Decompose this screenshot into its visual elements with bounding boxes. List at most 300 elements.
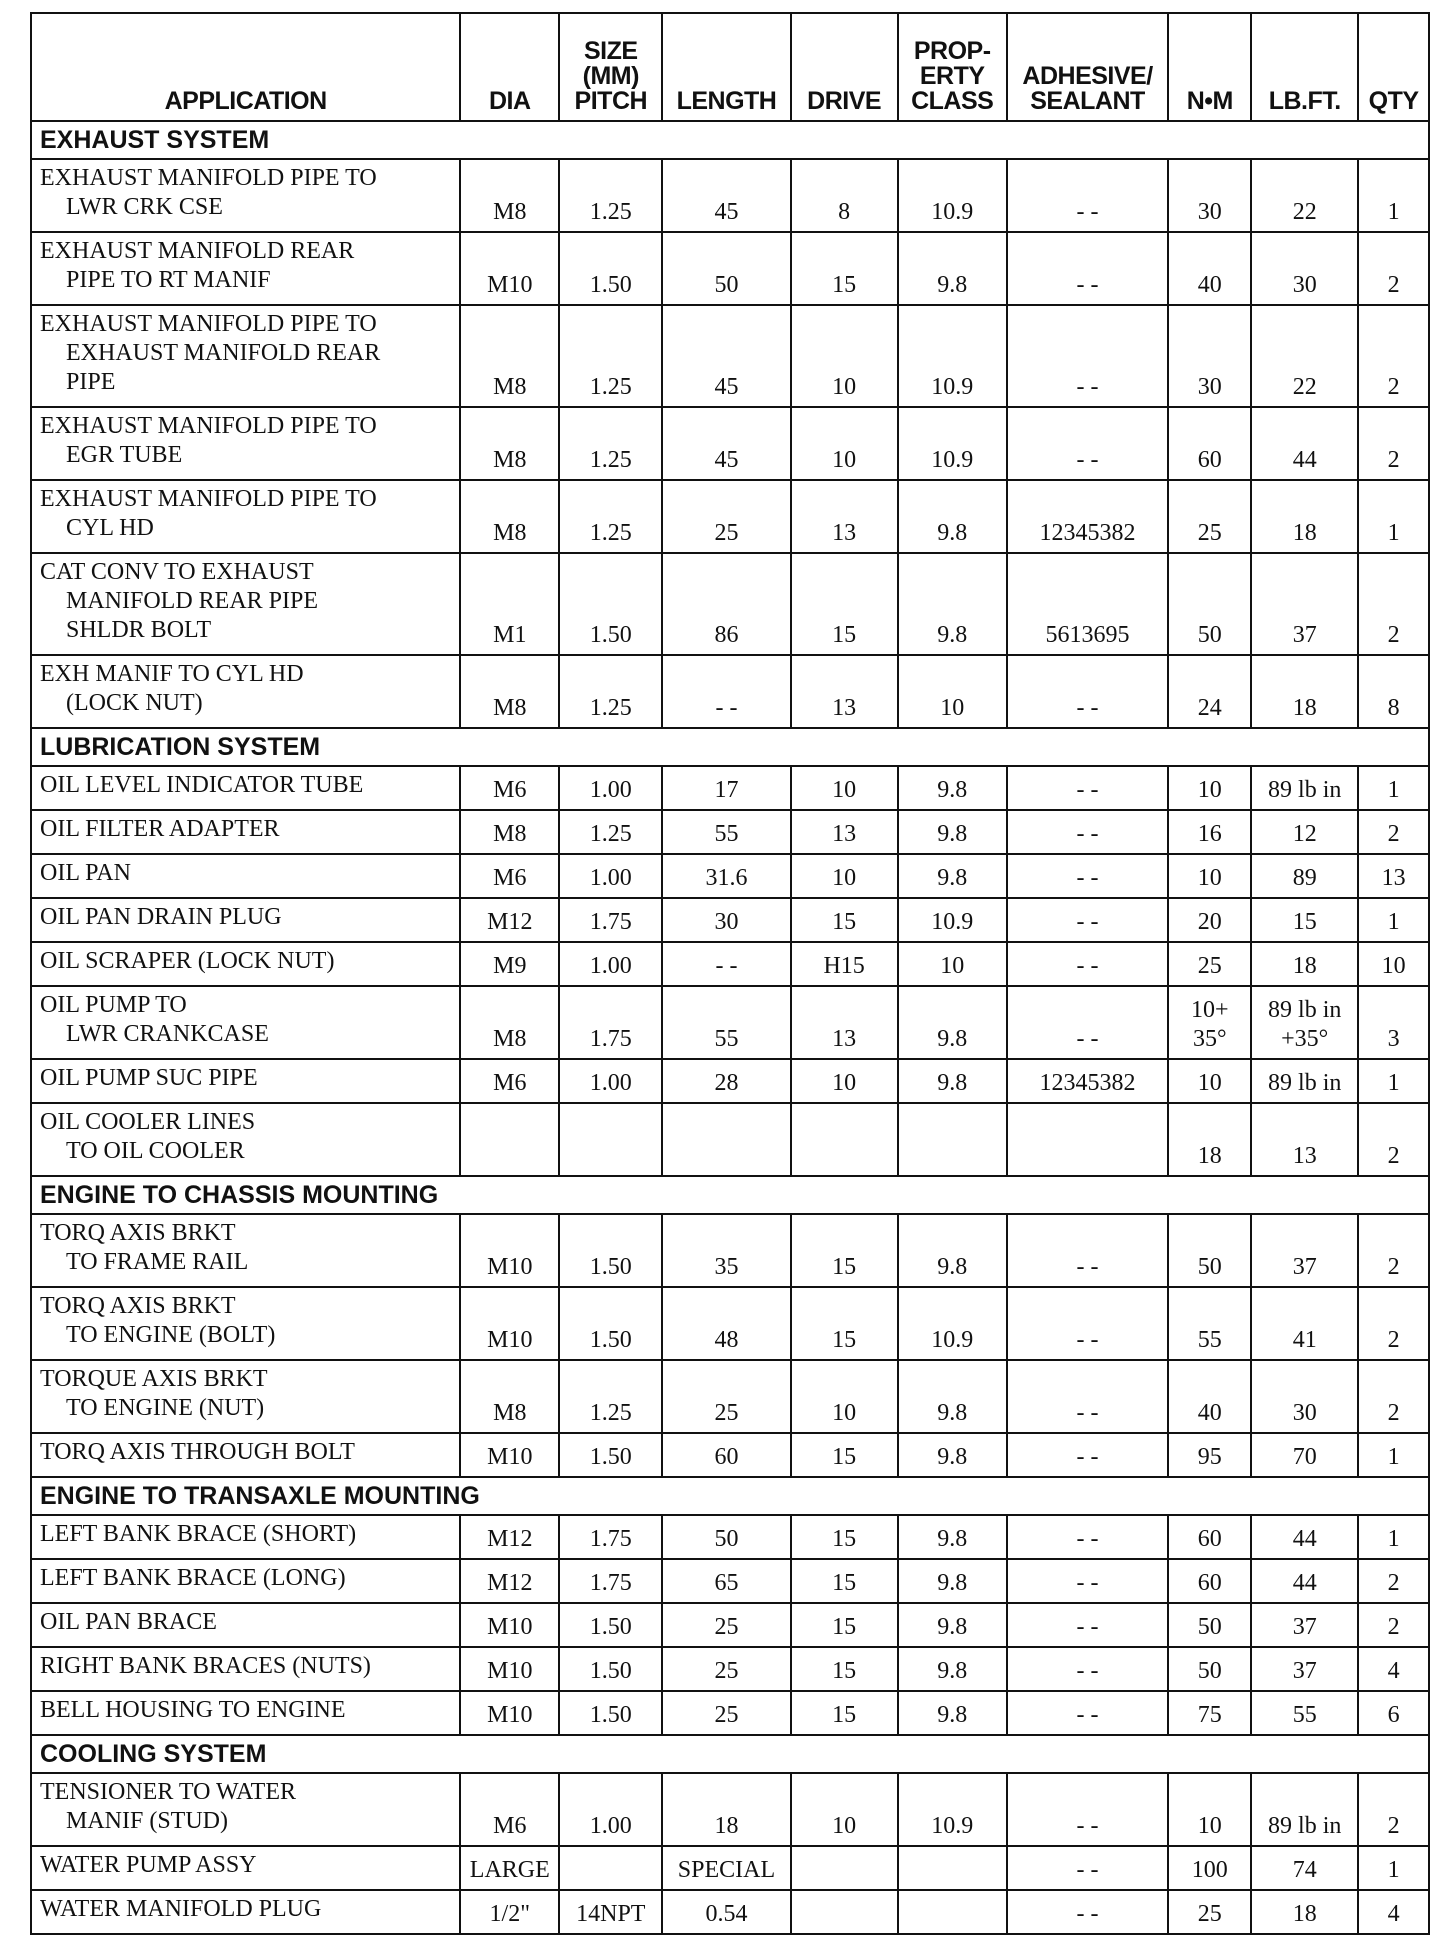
drive-cell: 13	[791, 986, 898, 1059]
pitch-cell: 1.50	[559, 1433, 662, 1477]
property-class-cell: 10.9	[898, 305, 1007, 407]
pitch-cell: 1.00	[559, 854, 662, 898]
nm-cell: 40	[1168, 232, 1251, 305]
property-class-cell: 9.8	[898, 766, 1007, 810]
table-row	[31, 159, 1429, 232]
lbft-cell: 44	[1251, 407, 1358, 480]
nm-cell-line: 35°	[1192, 1026, 1227, 1052]
dia-cell: 1/2"	[460, 1890, 559, 1934]
table-row	[31, 1214, 1429, 1287]
lbft-cell: 89 lb in	[1251, 1059, 1358, 1103]
dia-cell: M8	[460, 655, 559, 728]
table-row	[31, 766, 1429, 810]
property-class-cell: 9.8	[898, 1515, 1007, 1559]
application-cell	[31, 810, 460, 854]
pitch-cell: 1.00	[559, 1773, 662, 1846]
property-class-cell: 9.8	[898, 1647, 1007, 1691]
adhesive-cell: - -	[1007, 305, 1169, 407]
length-cell: 50	[662, 1515, 790, 1559]
pitch-cell: 1.50	[559, 553, 662, 655]
application-line: LWR CRANKCASE	[66, 1021, 269, 1047]
drive-cell: 15	[791, 1691, 898, 1735]
application-line: TO FRAME RAIL	[66, 1249, 249, 1275]
length-cell: 45	[662, 159, 790, 232]
section-row	[31, 121, 1429, 159]
qty-cell: 1	[1358, 1846, 1429, 1890]
pitch-cell	[559, 1103, 662, 1176]
table-row	[31, 1603, 1429, 1647]
drive-cell: 15	[791, 1647, 898, 1691]
qty-cell: 1	[1358, 480, 1429, 553]
nm-cell: 50	[1168, 1603, 1251, 1647]
qty-cell: 1	[1358, 159, 1429, 232]
adhesive-cell: - -	[1007, 1214, 1169, 1287]
lbft-cell	[1251, 986, 1358, 1059]
dia-cell: M8	[460, 810, 559, 854]
qty-cell: 2	[1358, 553, 1429, 655]
drive-cell: 15	[791, 1214, 898, 1287]
application-line: TENSIONER TO WATER	[40, 1779, 297, 1805]
qty-cell: 4	[1358, 1890, 1429, 1934]
header-size-line: SIZE	[584, 37, 638, 65]
nm-cell: 50	[1168, 1214, 1251, 1287]
lbft-cell: 15	[1251, 898, 1358, 942]
length-cell: 55	[662, 986, 790, 1059]
property-class-cell: 9.8	[898, 1691, 1007, 1735]
pitch-cell: 1.50	[559, 1647, 662, 1691]
section-title: EXHAUST SYSTEM	[31, 121, 1429, 159]
application-line: EXHAUST MANIFOLD PIPE TO	[40, 311, 377, 337]
application-line: TO ENGINE (BOLT)	[66, 1322, 276, 1348]
lbft-cell: 89	[1251, 854, 1358, 898]
pitch-cell: 1.25	[559, 655, 662, 728]
property-class-cell: 9.8	[898, 810, 1007, 854]
adhesive-cell: 5613695	[1007, 553, 1169, 655]
application-line: (LOCK NUT)	[66, 690, 203, 716]
drive-cell: 10	[791, 766, 898, 810]
property-class-cell: 9.8	[898, 553, 1007, 655]
property-class-cell: 10.9	[898, 1287, 1007, 1360]
adhesive-cell: - -	[1007, 1603, 1169, 1647]
application-line: TORQUE AXIS BRKT	[40, 1366, 268, 1392]
table-row	[31, 854, 1429, 898]
adhesive-cell: - -	[1007, 986, 1169, 1059]
dia-cell: M10	[460, 1691, 559, 1735]
pitch-cell: 1.75	[559, 1515, 662, 1559]
application-line: OIL PAN	[40, 860, 131, 886]
header-row	[31, 13, 1429, 121]
drive-cell: H15	[791, 942, 898, 986]
adhesive-cell: - -	[1007, 655, 1169, 728]
table-row	[31, 1103, 1429, 1176]
table-row	[31, 305, 1429, 407]
length-cell	[662, 1103, 790, 1176]
nm-cell-line: 10+	[1190, 997, 1229, 1023]
header-property-line: ERTY	[919, 62, 985, 90]
qty-cell: 2	[1358, 1103, 1429, 1176]
length-cell: 25	[662, 1691, 790, 1735]
nm-cell: 60	[1168, 1515, 1251, 1559]
application-cell	[31, 854, 460, 898]
property-class-cell	[898, 1103, 1007, 1176]
nm-cell: 100	[1168, 1846, 1251, 1890]
section-title: LUBRICATION SYSTEM	[31, 728, 1429, 766]
header-nm: N•M	[1168, 13, 1251, 121]
property-class-cell	[898, 1890, 1007, 1934]
header-adhesive-sealant	[1007, 13, 1169, 121]
length-cell: SPECIAL	[662, 1846, 790, 1890]
dia-cell	[460, 1103, 559, 1176]
application-line: LEFT BANK BRACE (LONG)	[40, 1565, 346, 1591]
header-size-line: PITCH	[574, 87, 648, 115]
adhesive-cell: - -	[1007, 1773, 1169, 1846]
property-class-cell: 10.9	[898, 407, 1007, 480]
lbft-cell: 37	[1251, 553, 1358, 655]
length-cell: 65	[662, 1559, 790, 1603]
nm-cell: 25	[1168, 480, 1251, 553]
header-dia: DIA	[460, 13, 559, 121]
property-class-cell: 10.9	[898, 159, 1007, 232]
dia-cell: M6	[460, 766, 559, 810]
pitch-cell: 14NPT	[559, 1890, 662, 1934]
lbft-cell: 22	[1251, 305, 1358, 407]
drive-cell: 13	[791, 655, 898, 728]
drive-cell: 15	[791, 1603, 898, 1647]
adhesive-cell: 12345382	[1007, 1059, 1169, 1103]
application-cell	[31, 1691, 460, 1735]
application-cell	[31, 407, 460, 480]
property-class-cell: 9.8	[898, 1059, 1007, 1103]
dia-cell: M8	[460, 480, 559, 553]
length-cell: 17	[662, 766, 790, 810]
application-line: OIL FILTER ADAPTER	[40, 816, 280, 842]
nm-cell: 40	[1168, 1360, 1251, 1433]
nm-cell: 60	[1168, 407, 1251, 480]
lbft-cell: 41	[1251, 1287, 1358, 1360]
table-row	[31, 1691, 1429, 1735]
length-cell: 25	[662, 1647, 790, 1691]
application-cell	[31, 232, 460, 305]
pitch-cell: 1.50	[559, 1214, 662, 1287]
pitch-cell: 1.00	[559, 942, 662, 986]
nm-cell: 10	[1168, 854, 1251, 898]
pitch-cell: 1.75	[559, 898, 662, 942]
section-row	[31, 1477, 1429, 1515]
application-cell	[31, 986, 460, 1059]
application-line: WATER MANIFOLD PLUG	[40, 1896, 322, 1922]
application-line: EXHAUST MANIFOLD REAR	[66, 340, 381, 366]
qty-cell: 2	[1358, 810, 1429, 854]
header-adhesive-line: SEALANT	[1030, 87, 1145, 115]
adhesive-cell: - -	[1007, 810, 1169, 854]
qty-cell: 2	[1358, 1559, 1429, 1603]
header-size-line: (MM)	[582, 62, 639, 90]
application-line: OIL PAN DRAIN PLUG	[40, 904, 282, 930]
application-cell	[31, 1603, 460, 1647]
length-cell: 25	[662, 480, 790, 553]
nm-cell: 30	[1168, 159, 1251, 232]
table-row	[31, 1890, 1429, 1934]
adhesive-cell: - -	[1007, 1691, 1169, 1735]
nm-cell: 30	[1168, 305, 1251, 407]
length-cell: 45	[662, 407, 790, 480]
table-row	[31, 655, 1429, 728]
lbft-cell: 44	[1251, 1559, 1358, 1603]
lbft-cell: 70	[1251, 1433, 1358, 1477]
property-class-cell: 9.8	[898, 232, 1007, 305]
drive-cell: 15	[791, 553, 898, 655]
adhesive-cell: - -	[1007, 407, 1169, 480]
dia-cell: M6	[460, 1059, 559, 1103]
length-cell: - -	[662, 655, 790, 728]
dia-cell: M6	[460, 854, 559, 898]
pitch-cell: 1.25	[559, 305, 662, 407]
nm-cell: 50	[1168, 1647, 1251, 1691]
adhesive-cell: 12345382	[1007, 480, 1169, 553]
pitch-cell	[559, 1846, 662, 1890]
adhesive-cell: - -	[1007, 1647, 1169, 1691]
length-cell: 25	[662, 1603, 790, 1647]
nm-cell: 55	[1168, 1287, 1251, 1360]
application-cell	[31, 1103, 460, 1176]
length-cell: 86	[662, 553, 790, 655]
table-row	[31, 942, 1429, 986]
application-line: EXHAUST MANIFOLD PIPE TO	[40, 165, 377, 191]
drive-cell: 15	[791, 1559, 898, 1603]
table-row	[31, 232, 1429, 305]
drive-cell	[791, 1846, 898, 1890]
property-class-cell: 9.8	[898, 480, 1007, 553]
table-row	[31, 898, 1429, 942]
application-line: CYL HD	[66, 515, 154, 541]
table-row	[31, 1360, 1429, 1433]
application-cell	[31, 1846, 460, 1890]
application-cell	[31, 1287, 460, 1360]
property-class-cell: 9.8	[898, 1559, 1007, 1603]
length-cell: 45	[662, 305, 790, 407]
qty-cell: 1	[1358, 1433, 1429, 1477]
lbft-cell: 30	[1251, 1360, 1358, 1433]
header-property-line: PROP-	[913, 37, 991, 65]
dia-cell: M8	[460, 986, 559, 1059]
pitch-cell: 1.25	[559, 480, 662, 553]
table-row	[31, 553, 1429, 655]
adhesive-cell: - -	[1007, 232, 1169, 305]
property-class-cell: 10	[898, 942, 1007, 986]
table-row	[31, 810, 1429, 854]
drive-cell: 15	[791, 232, 898, 305]
adhesive-cell: - -	[1007, 1846, 1169, 1890]
application-line: EXHAUST MANIFOLD REAR	[40, 238, 355, 264]
qty-cell: 2	[1358, 1360, 1429, 1433]
dia-cell: M9	[460, 942, 559, 986]
dia-cell: M10	[460, 1647, 559, 1691]
pitch-cell: 1.25	[559, 407, 662, 480]
section-title: ENGINE TO CHASSIS MOUNTING	[31, 1176, 1429, 1214]
table-row	[31, 1647, 1429, 1691]
application-line: PIPE	[66, 369, 116, 395]
length-cell: 28	[662, 1059, 790, 1103]
dia-cell: M10	[460, 1214, 559, 1287]
application-line: SHLDR BOLT	[66, 617, 212, 643]
adhesive-cell: - -	[1007, 766, 1169, 810]
dia-cell: LARGE	[460, 1846, 559, 1890]
dia-cell: M12	[460, 1559, 559, 1603]
qty-cell: 2	[1358, 1773, 1429, 1846]
dia-cell: M10	[460, 1433, 559, 1477]
application-line: TO ENGINE (NUT)	[66, 1395, 265, 1421]
length-cell: - -	[662, 942, 790, 986]
application-line: BELL HOUSING TO ENGINE	[40, 1697, 346, 1723]
nm-cell: 50	[1168, 553, 1251, 655]
nm-cell: 60	[1168, 1559, 1251, 1603]
qty-cell: 10	[1358, 942, 1429, 986]
application-line: CAT CONV TO EXHAUST	[40, 559, 314, 585]
lbft-cell: 18	[1251, 655, 1358, 728]
lbft-cell: 37	[1251, 1214, 1358, 1287]
qty-cell: 2	[1358, 407, 1429, 480]
nm-cell: 18	[1168, 1103, 1251, 1176]
application-line: TORQ AXIS BRKT	[40, 1220, 236, 1246]
section-row	[31, 1176, 1429, 1214]
pitch-cell: 1.75	[559, 986, 662, 1059]
table-row	[31, 1059, 1429, 1103]
drive-cell	[791, 1890, 898, 1934]
section-title: COOLING SYSTEM	[31, 1735, 1429, 1773]
dia-cell: M8	[460, 407, 559, 480]
qty-cell: 2	[1358, 1603, 1429, 1647]
nm-cell: 95	[1168, 1433, 1251, 1477]
application-line: OIL PUMP TO	[40, 992, 187, 1018]
lbft-cell: 55	[1251, 1691, 1358, 1735]
application-line: TORQ AXIS THROUGH BOLT	[40, 1439, 355, 1465]
drive-cell: 10	[791, 1059, 898, 1103]
header-lbft: LB.FT.	[1251, 13, 1358, 121]
application-cell	[31, 898, 460, 942]
application-line: OIL COOLER LINES	[40, 1109, 256, 1135]
application-line: PIPE TO RT MANIF	[66, 267, 271, 293]
pitch-cell: 1.75	[559, 1559, 662, 1603]
section-title: ENGINE TO TRANSAXLE MOUNTING	[31, 1477, 1429, 1515]
drive-cell: 15	[791, 898, 898, 942]
application-line: EGR TUBE	[66, 442, 183, 468]
qty-cell: 13	[1358, 854, 1429, 898]
qty-cell: 6	[1358, 1691, 1429, 1735]
section-row	[31, 1735, 1429, 1773]
drive-cell: 8	[791, 159, 898, 232]
application-line: LWR CRK CSE	[66, 194, 223, 220]
pitch-cell: 1.50	[559, 1603, 662, 1647]
application-cell	[31, 1214, 460, 1287]
property-class-cell: 10	[898, 655, 1007, 728]
torque-spec-table	[30, 12, 1430, 1935]
table-row	[31, 1773, 1429, 1846]
application-line: MANIF (STUD)	[66, 1808, 228, 1834]
pitch-cell: 1.50	[559, 1691, 662, 1735]
header-application: APPLICATION	[31, 13, 460, 121]
application-cell	[31, 655, 460, 728]
length-cell: 31.6	[662, 854, 790, 898]
adhesive-cell: - -	[1007, 1890, 1169, 1934]
application-line: WATER PUMP ASSY	[40, 1852, 257, 1878]
application-cell	[31, 1773, 460, 1846]
application-line: OIL SCRAPER (LOCK NUT)	[40, 948, 335, 974]
application-cell	[31, 553, 460, 655]
adhesive-cell: - -	[1007, 1559, 1169, 1603]
lbft-cell: 18	[1251, 1890, 1358, 1934]
header-size-pitch	[559, 13, 662, 121]
application-line: EXHAUST MANIFOLD PIPE TO	[40, 413, 377, 439]
nm-cell: 10	[1168, 766, 1251, 810]
table-row	[31, 1846, 1429, 1890]
application-cell	[31, 305, 460, 407]
drive-cell: 10	[791, 1360, 898, 1433]
adhesive-cell: - -	[1007, 1287, 1169, 1360]
header-adhesive-line: ADHESIVE/	[1022, 62, 1153, 90]
pitch-cell: 1.25	[559, 810, 662, 854]
application-cell	[31, 766, 460, 810]
qty-cell: 2	[1358, 305, 1429, 407]
table-body	[31, 121, 1429, 1934]
drive-cell: 10	[791, 407, 898, 480]
lbft-cell: 13	[1251, 1103, 1358, 1176]
drive-cell: 10	[791, 854, 898, 898]
adhesive-cell: - -	[1007, 159, 1169, 232]
adhesive-cell: - -	[1007, 898, 1169, 942]
lbft-cell-line: 89 lb in	[1268, 997, 1342, 1023]
nm-cell: 25	[1168, 942, 1251, 986]
table-row	[31, 407, 1429, 480]
dia-cell: M10	[460, 232, 559, 305]
property-class-cell: 9.8	[898, 986, 1007, 1059]
adhesive-cell: - -	[1007, 1515, 1169, 1559]
application-cell	[31, 1360, 460, 1433]
length-cell: 50	[662, 232, 790, 305]
qty-cell: 2	[1358, 1214, 1429, 1287]
dia-cell: M12	[460, 1515, 559, 1559]
adhesive-cell	[1007, 1103, 1169, 1176]
drive-cell: 15	[791, 1287, 898, 1360]
qty-cell: 4	[1358, 1647, 1429, 1691]
lbft-cell: 22	[1251, 159, 1358, 232]
property-class-cell	[898, 1846, 1007, 1890]
property-class-cell: 10.9	[898, 898, 1007, 942]
lbft-cell: 30	[1251, 232, 1358, 305]
lbft-cell: 37	[1251, 1647, 1358, 1691]
drive-cell	[791, 1103, 898, 1176]
qty-cell: 1	[1358, 898, 1429, 942]
header-property-class	[898, 13, 1007, 121]
application-cell	[31, 1433, 460, 1477]
nm-cell: 20	[1168, 898, 1251, 942]
dia-cell: M8	[460, 305, 559, 407]
length-cell: 30	[662, 898, 790, 942]
lbft-cell: 37	[1251, 1603, 1358, 1647]
qty-cell: 2	[1358, 1287, 1429, 1360]
dia-cell: M10	[460, 1603, 559, 1647]
drive-cell: 13	[791, 480, 898, 553]
dia-cell: M6	[460, 1773, 559, 1846]
property-class-cell: 9.8	[898, 1603, 1007, 1647]
application-line: OIL PUMP SUC PIPE	[40, 1065, 258, 1091]
length-cell: 18	[662, 1773, 790, 1846]
pitch-cell: 1.50	[559, 232, 662, 305]
nm-cell: 75	[1168, 1691, 1251, 1735]
adhesive-cell: - -	[1007, 942, 1169, 986]
adhesive-cell: - -	[1007, 1433, 1169, 1477]
length-cell: 60	[662, 1433, 790, 1477]
application-line: OIL LEVEL INDICATOR TUBE	[40, 772, 364, 798]
